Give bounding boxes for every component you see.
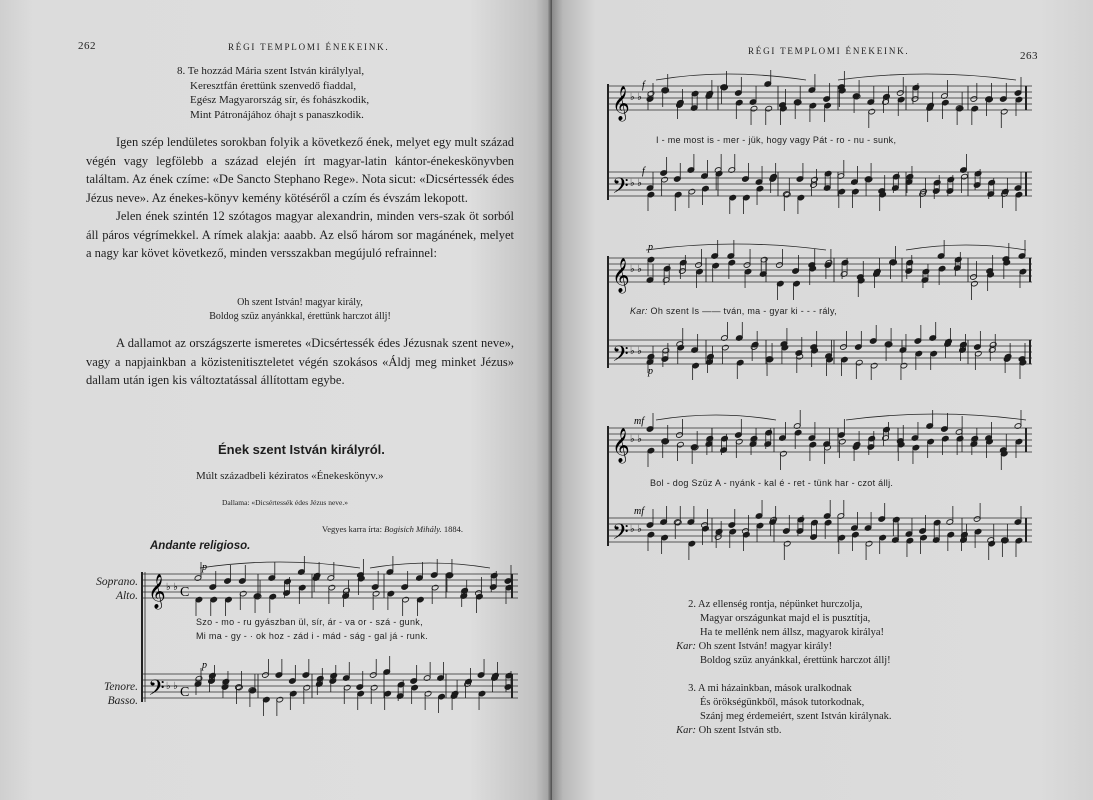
stanza-line: Egész Magyarország sír, és fohászkodik,: [190, 94, 370, 106]
quote-line: Oh szent István! magyar király,: [237, 297, 363, 308]
time-signature-icon: C: [180, 585, 190, 600]
lyrics-line-1: Szo - mo - ru gyászban ül, sír, ár - va or - szá - gunk,: [196, 617, 423, 627]
notes-group: [646, 322, 1027, 380]
lyrics-system-1: I - me most is - mer - jük, hogy vagy Pát - ro - nu - sunk,: [656, 135, 897, 145]
score-system-1: [606, 70, 1036, 220]
verse-text: Az ellenség rontja, népünket hurczolja,: [698, 599, 863, 610]
quote-line: Boldog szüz anyánkkal, érettünk harczot állj!: [209, 311, 391, 322]
key-signature-icon: ♭ ♭: [166, 681, 178, 692]
lyrics-system-2: [630, 306, 837, 316]
verse-number: 3.: [688, 683, 696, 694]
page-number-right: 263: [1020, 50, 1038, 62]
stanza-3: [660, 682, 1080, 738]
dynamic-mf: mf: [634, 506, 644, 517]
staff-upper: [608, 428, 1032, 452]
bass-clef-icon: 𝄢: [148, 676, 165, 705]
key-signature-icon: ♭ ♭: [630, 524, 642, 535]
lyrics-system-3: Bol - dog Szüz A - nyánk - kal é - ret - tünk har - czot állj.: [650, 478, 894, 488]
arranger-name: Bogisich Mihály.: [384, 524, 442, 534]
song-subtitle: Múlt századbeli kéziratos «Énekeskönyv.»: [196, 470, 384, 482]
arranger-year: 1884.: [443, 524, 463, 534]
voice-label: Soprano.: [96, 576, 138, 588]
key-signature-icon: ♭ ♭: [630, 92, 642, 103]
kar-label: Kar:: [630, 306, 648, 316]
dynamic-p: p: [648, 242, 653, 253]
bass-clef-icon: 𝄢: [612, 342, 629, 371]
paragraph: Jelen ének szintén 12 szótagos magyar alexandrin, minden vers-szak öt sorból áll páros végrímekkel. A rímek alakja: aaabb. Az első három sor magánének, melyet a nagy kar követ következő, minden versszakban megújuló refrainnel:: [86, 209, 514, 260]
verse-line: [660, 640, 1080, 654]
verse-number: 2.: [688, 599, 696, 610]
staff-lower: [608, 518, 1032, 542]
treble-clef-icon: 𝄞: [612, 87, 630, 120]
verse-line: [660, 724, 1080, 738]
kar-label: Kar:: [676, 641, 696, 652]
score-system-left: [140, 556, 525, 726]
running-head-right: RÉGI TEMPLOMI ÉNEKEINK.: [748, 46, 910, 56]
key-signature-icon: ♭ ♭: [630, 178, 642, 189]
key-signature-icon: ♭ ♭: [630, 264, 642, 275]
stanza-8: [177, 64, 507, 122]
stanza-line: Mint Pátronájához óhajt s panaszkodik.: [190, 108, 364, 121]
verse-text: A mi házainkban, mások uralkodnak: [698, 683, 852, 694]
page-number-left: 262: [78, 40, 96, 52]
verse-text: Oh szent István stb.: [698, 725, 782, 736]
refrain-quote: [86, 296, 514, 324]
dynamic-mf: mf: [634, 416, 644, 427]
verse-line: [660, 598, 1080, 612]
arranger-prefix: Vegyes karra írta:: [322, 524, 382, 534]
verse-line: És örökségünkből, mások tutorkodnak,: [700, 697, 865, 708]
key-signature-icon: ♭ ♭: [166, 582, 178, 593]
verse-line: Ha te mellénk nem állsz, magyarok királya!: [700, 627, 884, 638]
voice-label: Basso.: [107, 695, 138, 707]
stanza-line: Keresztfán érettünk szenvedő fiaddal,: [190, 79, 357, 92]
lyrics-text: Oh szent Is —— tván, ma - gyar ki - - - rály,: [650, 306, 837, 316]
stanza-line: 8. Te hozzád Mária szent István királylyal,: [177, 65, 365, 77]
dynamic-p: p: [648, 366, 653, 377]
running-head-left: RÉGI TEMPLOMI ÉNEKEINK.: [228, 42, 390, 52]
verse-line: [660, 682, 1080, 696]
kar-label: Kar:: [676, 725, 696, 736]
notes-group: [646, 70, 1023, 128]
stanza-2: [660, 598, 1080, 668]
key-signature-icon: ♭ ♭: [630, 346, 642, 357]
voices-lower-label: [76, 680, 138, 708]
treble-clef-icon: 𝄞: [612, 259, 630, 292]
bass-clef-icon: 𝄢: [612, 174, 629, 203]
dynamic-p: p: [202, 562, 207, 573]
paragraph: Igen szép lendületes sorokban folyik a következő ének, melyet egy mult század végén vagy legfölebb a század elején írt magyar-latin kántor-énekeskönyvben találtam. Az ének czíme: «De Sancto Stephano Rege». Nota sicut: «Dicsértessék édes Jézus neve». Az énekes-könyv kemény kötéséről a czím és évszám lekopott.: [86, 135, 514, 205]
voice-label: Alto.: [115, 590, 138, 602]
treble-clef-icon: 𝄞: [612, 429, 630, 462]
verse-text: Oh szent István! magyar király!: [698, 641, 833, 652]
paragraph: A dallamot az országszerte ismeretes «Dicsértessék édes Jézusnak szent neve», vagy a napjainkban a közistenitiszteletet végén szokásos «Áldj meg minket Jézus» dallam után igen kis változtatással állítottam egybe.: [86, 336, 514, 387]
dynamic-p: p: [202, 660, 207, 671]
verse-line: Boldog szüz anyánkkal, érettünk harczot állj!: [700, 655, 891, 666]
verse-line: Szánj meg érdemeiért, szent István királynak.: [700, 711, 892, 722]
right-page: [552, 0, 1093, 800]
song-title: Ének szent István királyról.: [218, 442, 385, 457]
voice-label: Tenore.: [104, 681, 138, 693]
key-signature-icon: ♭ ♭: [630, 434, 642, 445]
voices-upper-label: [76, 575, 138, 603]
arranger-credit: [322, 524, 463, 534]
bass-clef-icon: 𝄢: [612, 520, 629, 549]
body-text-left: [86, 133, 514, 263]
treble-clef-icon: 𝄞: [148, 575, 166, 608]
dynamic-f: f: [642, 80, 645, 91]
verse-line: Magyar országunkat majd el is pusztítja,: [700, 613, 871, 624]
dynamic-f: f: [642, 166, 645, 177]
time-signature-icon: C: [180, 685, 190, 700]
lyrics-line-2: Mi ma - gy - · ok hoz - zád i - mád - ság - gal já - runk.: [196, 631, 428, 641]
body-text-left-2: [86, 334, 514, 390]
tune-note: Dallama: «Dicsértessék édes Jézus neve.»: [222, 498, 348, 507]
tempo-marking: Andante religioso.: [150, 540, 251, 552]
